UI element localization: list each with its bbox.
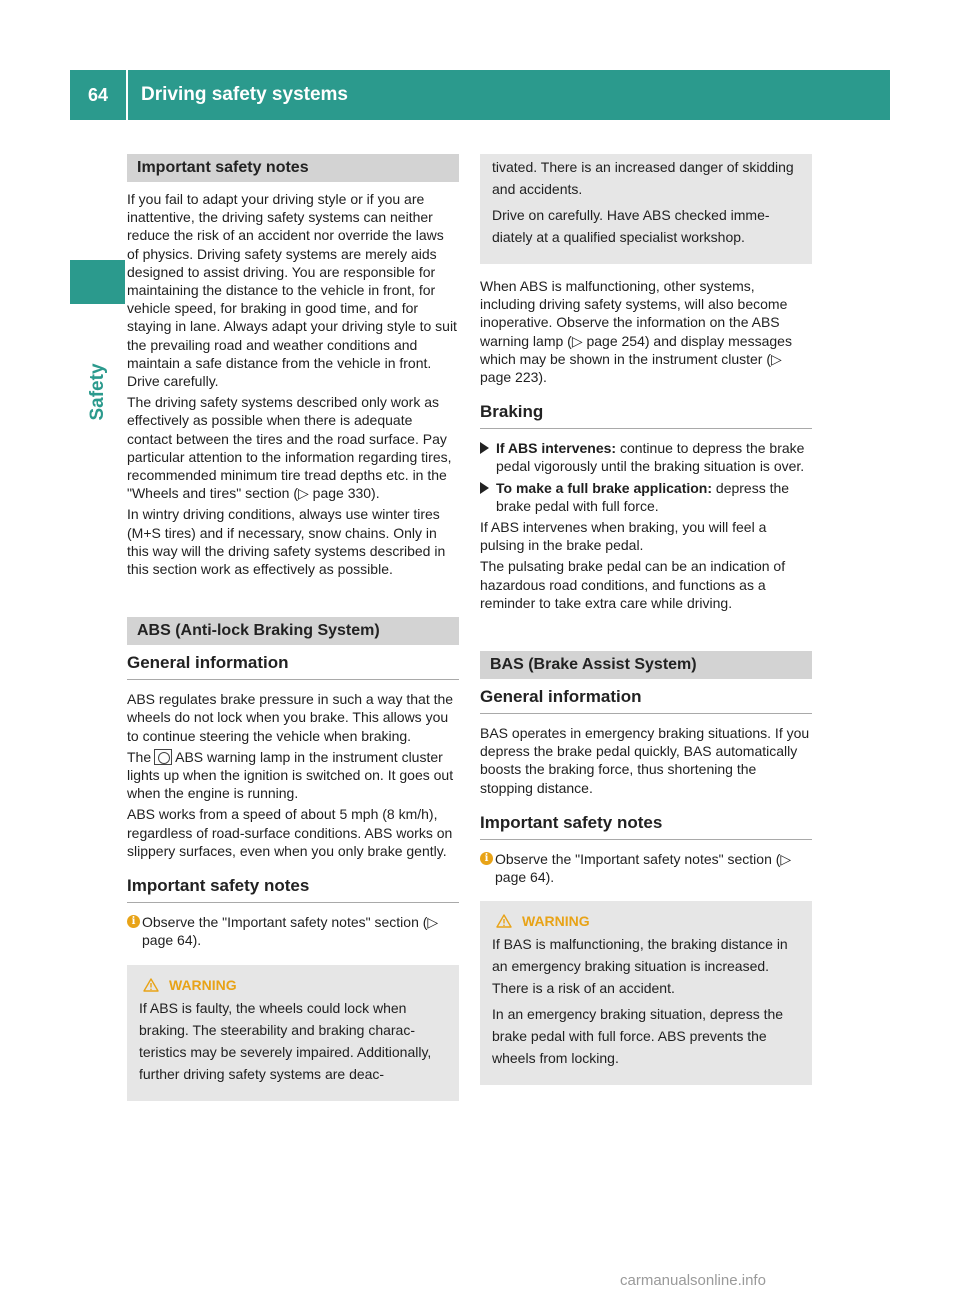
info-circle-icon: i bbox=[480, 852, 493, 865]
info-text: Observe the "Important safety notes" section (▷ page 64). bbox=[495, 850, 792, 886]
warning-box bbox=[127, 965, 459, 1101]
section-bar-bas: BAS (Brake Assist System) bbox=[480, 651, 812, 679]
page-title: Driving safety systems bbox=[141, 84, 348, 105]
warning-title bbox=[492, 911, 802, 931]
bullet-text: continue to depress the brake pedal vigorously until the braking situation is over. bbox=[496, 440, 805, 475]
right-column bbox=[480, 154, 812, 1085]
paragraph: If you fail to adapt your driving style or if you are inattentive, the driving safety systems can neither reduce the risk of an accident nor override the laws of physics. Driving safety systems are merely aids designed to assist driving. You are responsible for maintaining the distance to the vehicle in front, for vehicle speed, for braking in good time, and for staying in lane. Always adapt your driving style to suit the prevailing road and weather conditions and maintain a safe distance from the vehicle in front. Drive carefully. bbox=[127, 191, 457, 390]
section-bar-abs: ABS (Anti-lock Braking System) bbox=[127, 617, 459, 645]
paragraph: ABS regulates brake pressure in such a way that the wheels do not lock when you brake. This allows you to continue steering the vehicle when braking. bbox=[127, 691, 454, 744]
paragraph: The driving safety systems described only work as effectively as possible when there is adequate contact between the tires and the road surface. Pay particular attention to the information regarding tires, recommended minimum tire tread depths etc. in the "Wheels and tires" section (▷ page 330). bbox=[127, 394, 452, 502]
side-section-label: Safety bbox=[87, 363, 108, 421]
warning-box-continued bbox=[480, 154, 812, 264]
info-note bbox=[127, 913, 459, 949]
sub-heading-important-safety-notes: Important safety notes bbox=[127, 876, 459, 903]
info-text: Observe the "Important safety notes" section (▷ page 64). bbox=[142, 914, 439, 949]
paragraph: ABS works from a speed of about 5 mph (8 km/h), regardless of road-surface conditions. ABS works on slippery surfaces, even when you only brake gently. bbox=[127, 806, 453, 859]
sub-heading-general-information: General information bbox=[480, 687, 812, 714]
warning-title bbox=[139, 975, 449, 995]
paragraph: When ABS is malfunctioning, other systems, including driving safety systems, will also become inoperative. Observe the information on the ABS warning lamp (▷ page 254) and display messages which may be shown in the instrument cluster (▷ page 223). bbox=[480, 278, 792, 386]
warning-text: If BAS is malfunctioning, the braking distance in an emergency braking situation is increased. There is a risk of an accident. bbox=[492, 936, 788, 997]
warning-box bbox=[480, 901, 812, 1085]
sub-heading-general-information: General information bbox=[127, 653, 459, 680]
text: ABS warning lamp in the instrument cluster lights up when the ignition is switched on. It goes out when the engine is running. bbox=[127, 748, 454, 802]
section-bar-important-safety-notes: Important safety notes bbox=[127, 154, 459, 182]
paragraph: BAS operates in emergency braking situations. If you depress the brake pedal quickly, BAS automatically boosts the braking force, thus shortening the stopping distance. bbox=[480, 725, 810, 796]
warning-text: tivated. There is an increased danger of skidding and accidents. bbox=[492, 159, 794, 197]
bullet-bold: If ABS intervenes: bbox=[496, 440, 617, 457]
bullet-text: depress the brake pedal with full force. bbox=[496, 479, 790, 514]
warning-label: WARNING bbox=[169, 976, 237, 993]
warning-triangle-icon bbox=[496, 914, 512, 928]
footer-watermark: carmanualsonline.info bbox=[620, 1272, 766, 1289]
info-note bbox=[480, 850, 812, 886]
warning-triangle-icon bbox=[143, 978, 159, 992]
header-divider bbox=[126, 70, 128, 120]
arrow-right-icon bbox=[480, 482, 489, 494]
warning-text: In an emergency braking situation, depress the brake pedal with full force. ABS prevents the wheels from locking. bbox=[492, 1006, 784, 1067]
sub-heading-important-safety-notes: Important safety notes bbox=[480, 813, 812, 840]
left-column bbox=[127, 154, 459, 1101]
page-number: 64 bbox=[87, 85, 109, 105]
warning-text: Drive on carefully. Have ABS checked immediately at a qualified specialist workshop. bbox=[492, 207, 770, 245]
text: The bbox=[127, 748, 152, 765]
arrow-right-icon bbox=[480, 442, 489, 454]
side-tab bbox=[70, 260, 125, 304]
paragraph-abs-lamp bbox=[127, 748, 459, 803]
abs-warning-lamp-icon bbox=[154, 749, 172, 765]
sub-heading-braking: Braking bbox=[480, 402, 812, 429]
info-circle-icon: i bbox=[127, 915, 140, 928]
warning-label: WARNING bbox=[522, 913, 590, 930]
paragraph: If ABS intervenes when braking, you will feel a pulsing in the brake pedal. bbox=[480, 519, 767, 554]
list-item bbox=[480, 439, 812, 475]
paragraph: In wintry driving conditions, always use winter tires (M+S tires) and if necessary, snow chains. Only in this way will the driving safety systems described in this section work as effectively as possible. bbox=[127, 506, 446, 578]
bullet-bold: To make a full brake application: bbox=[496, 479, 713, 496]
list-item bbox=[480, 479, 812, 515]
warning-text: If ABS is faulty, the wheels could lock when braking. The steerability and braking characteristics may be severely impaired. Additionally, further driving safety systems are deac- bbox=[139, 999, 432, 1082]
paragraph: The pulsating brake pedal can be an indication of hazardous road conditions, and functions as a reminder to take extra care while driving. bbox=[480, 558, 786, 611]
